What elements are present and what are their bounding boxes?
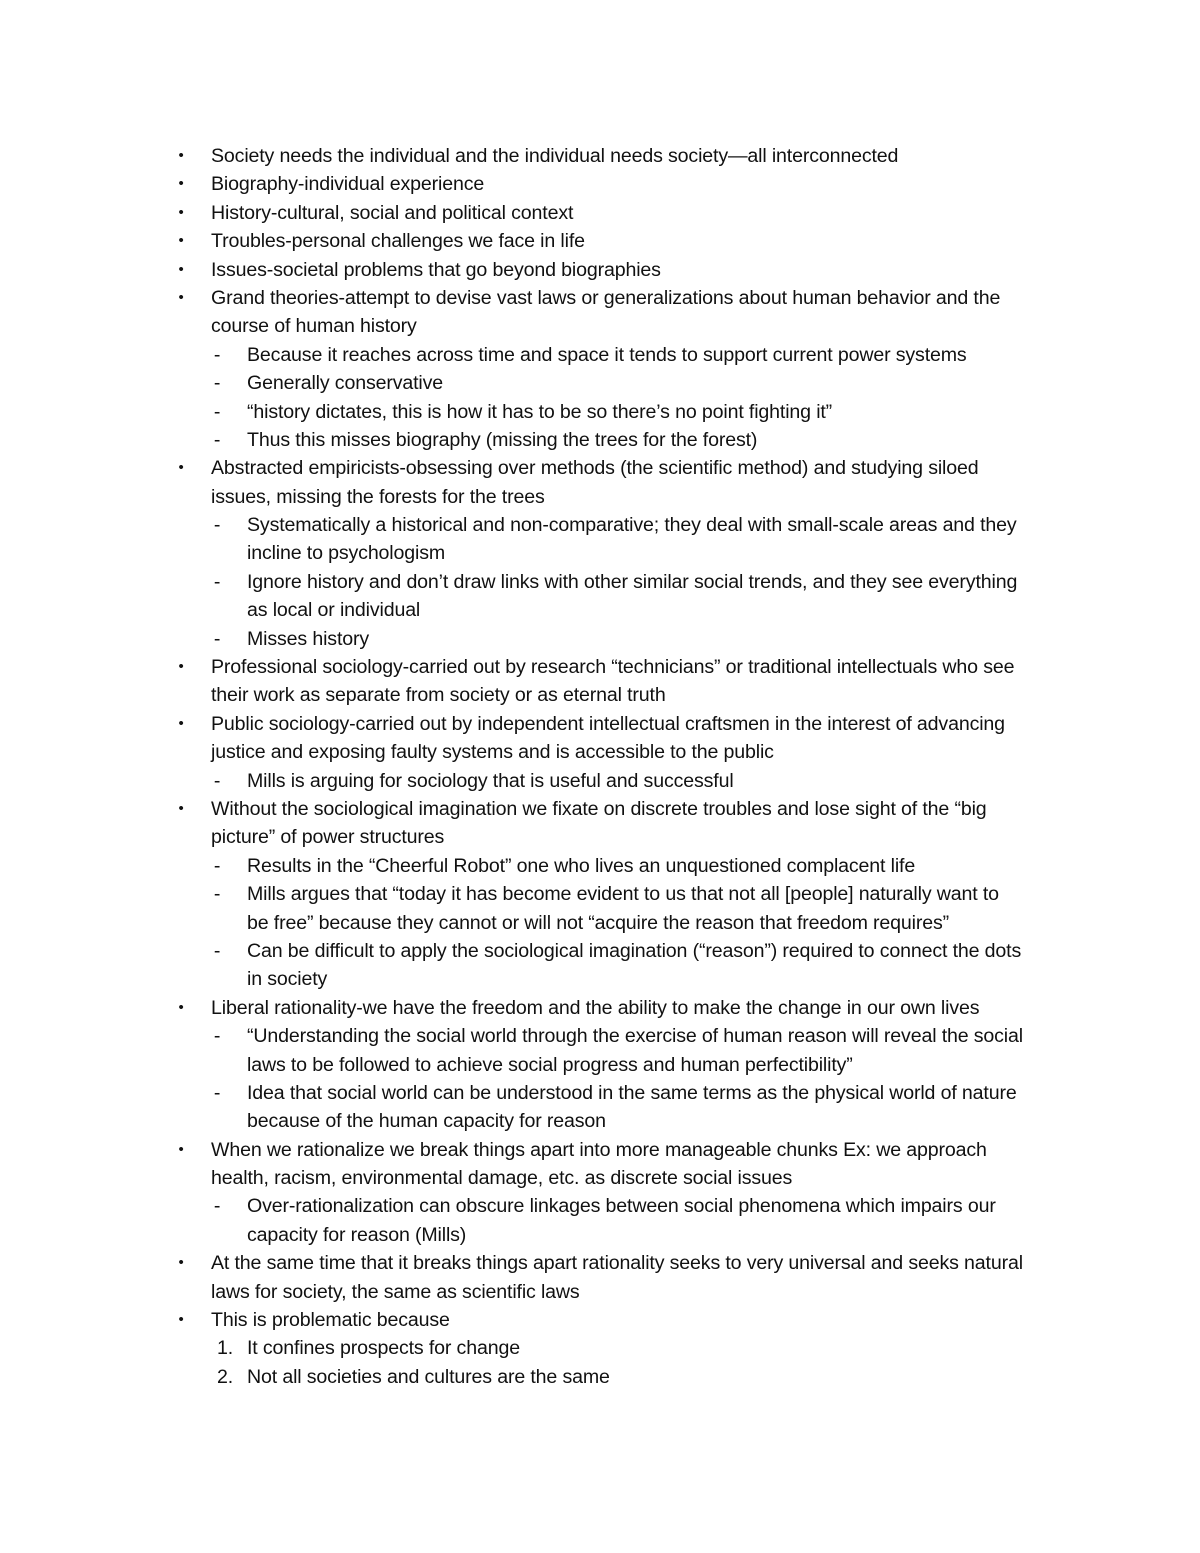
bullet-item <box>0 1249 1200 1277</box>
line-text: as local or individual <box>247 599 421 622</box>
dash-marker: - <box>213 1081 221 1104</box>
bullet-icon: • <box>178 1311 184 1329</box>
line-text: Thus this misses biography (missing the trees for the forest) <box>247 428 758 451</box>
dash-subitem <box>0 369 1200 397</box>
dash-subitem <box>0 937 1200 965</box>
subitem-continuation <box>0 1221 1200 1249</box>
line-text: At the same time that it breaks things apart rationality seeks to very universal and seeks natural <box>211 1252 1023 1275</box>
bullet-item <box>0 170 1200 198</box>
line-text: History-cultural, social and political context <box>211 201 574 224</box>
bullet-item <box>0 227 1200 255</box>
dash-subitem <box>0 625 1200 653</box>
line-text: Biography-individual experience <box>211 173 485 196</box>
dash-subitem <box>0 852 1200 880</box>
dash-subitem <box>0 880 1200 908</box>
subitem-continuation <box>0 909 1200 937</box>
line-text: Generally conservative <box>247 372 443 395</box>
line-text: “Understanding the social world through the exercise of human reason will reveal the social <box>247 1025 1023 1048</box>
bullet-continuation <box>0 1278 1200 1306</box>
list-number: 2. <box>216 1365 233 1388</box>
line-text: It confines prospects for change <box>247 1337 520 1360</box>
bullet-continuation <box>0 681 1200 709</box>
line-text: Professional sociology-carried out by research “technicians” or traditional intellectuals who see <box>211 656 1015 679</box>
dash-marker: - <box>213 854 221 877</box>
subitem-continuation <box>0 539 1200 567</box>
bullet-icon: • <box>178 147 184 164</box>
notes-list <box>0 142 1200 1391</box>
line-text: This is problematic because <box>211 1309 450 1332</box>
bullet-icon: • <box>178 459 184 477</box>
bullet-item <box>0 653 1200 681</box>
bullet-continuation <box>0 1164 1200 1192</box>
bullet-continuation <box>0 312 1200 340</box>
line-text: Society needs the individual and the individual needs society—all interconnected <box>211 145 899 167</box>
dash-marker: - <box>213 627 221 650</box>
bullet-icon: • <box>178 799 184 817</box>
dash-marker: - <box>213 514 221 537</box>
line-text: course of human history <box>211 315 417 338</box>
subitem-continuation <box>0 1107 1200 1135</box>
line-text: Misses history <box>247 627 370 650</box>
line-text: because of the human capacity for reason <box>247 1110 606 1133</box>
dash-subitem <box>0 767 1200 795</box>
line-text: issues, missing the forests for the trees <box>211 485 545 508</box>
bullet-item <box>0 454 1200 482</box>
bullet-icon: • <box>178 175 184 193</box>
dash-marker: - <box>213 883 221 906</box>
subitem-continuation <box>0 965 1200 993</box>
line-text: Idea that social world can be understood in the same terms as the physical world of nature <box>247 1081 1017 1104</box>
dash-subitem <box>0 1192 1200 1220</box>
line-text: Can be difficult to apply the sociological imagination (“reason”) required to connect the dots <box>247 939 1022 962</box>
dash-marker: - <box>213 1025 221 1048</box>
bullet-item <box>0 994 1200 1022</box>
line-text: Without the sociological imagination we fixate on discrete troubles and lose sight of the “big <box>211 797 987 820</box>
line-text: Because it reaches across time and space it tends to support current power systems <box>247 343 967 366</box>
dash-marker: - <box>213 570 221 593</box>
subitem-continuation <box>0 596 1200 624</box>
line-text: Grand theories-attempt to devise vast laws or generalizations about human behavior and the <box>211 286 1001 309</box>
bullet-icon: • <box>178 658 184 676</box>
bullet-item <box>0 1136 1200 1164</box>
dash-marker: - <box>213 372 221 395</box>
subitem-continuation <box>0 1051 1200 1079</box>
bullet-continuation <box>0 823 1200 851</box>
line-text: Mills is arguing for sociology that is useful and successful <box>247 769 734 792</box>
bullet-item <box>0 1306 1200 1334</box>
dash-subitem <box>0 426 1200 454</box>
dash-marker: - <box>213 400 221 423</box>
bullet-item <box>0 284 1200 312</box>
bullet-icon: • <box>178 260 184 278</box>
dash-marker: - <box>213 769 221 792</box>
bullet-continuation <box>0 483 1200 511</box>
line-text: laws to be followed to achieve social progress and human perfectibility” <box>247 1053 853 1076</box>
dash-subitem <box>0 1022 1200 1050</box>
bullet-icon: • <box>178 288 184 306</box>
line-text: capacity for reason (Mills) <box>247 1223 467 1246</box>
bullet-item <box>0 795 1200 823</box>
line-text: incline to psychologism <box>247 542 446 565</box>
dash-marker: - <box>213 428 221 451</box>
bullet-item <box>0 142 1200 170</box>
line-text: Abstracted empiricists-obsessing over methods (the scientific method) and studying siloed <box>211 457 979 480</box>
bullet-icon: • <box>178 998 184 1016</box>
line-text: Mills argues that “today it has become evident to us that not all [people] naturally want to <box>247 883 999 906</box>
line-text: Systematically a historical and non-comparative; they deal with small-scale areas and they <box>247 514 1017 537</box>
line-text: be free” because they cannot or will not “acquire the reason that freedom requires” <box>247 911 950 934</box>
dash-marker: - <box>213 939 221 962</box>
numbered-item <box>0 1334 1200 1362</box>
bullet-item <box>0 710 1200 738</box>
bullet-item <box>0 199 1200 227</box>
line-text: Ignore history and don’t draw links with other similar social trends, and they see everything <box>247 570 1018 593</box>
line-text: laws for society, the same as scientific laws <box>211 1280 580 1303</box>
line-text: justice and exposing faulty systems and is accessible to the public <box>211 741 774 764</box>
dash-subitem <box>0 511 1200 539</box>
bullet-continuation <box>0 738 1200 766</box>
dash-marker: - <box>213 1195 221 1218</box>
bullet-icon: • <box>178 232 184 250</box>
bullet-icon: • <box>178 714 184 732</box>
line-text: Troubles-personal challenges we face in life <box>211 230 585 253</box>
line-text: Public sociology-carried out by independent intellectual craftsmen in the interest of advancing <box>211 712 1005 735</box>
line-text: Liberal rationality-we have the freedom and the ability to make the change in our own lives <box>211 996 980 1019</box>
bullet-item <box>0 256 1200 284</box>
line-text: Issues-societal problems that go beyond biographies <box>211 258 661 281</box>
line-text: in society <box>247 968 328 991</box>
bullet-icon: • <box>178 1254 184 1272</box>
line-text: health, racism, environmental damage, etc. as discrete social issues <box>211 1167 793 1190</box>
line-text: “history dictates, this is how it has to be so there’s no point fighting it” <box>247 400 833 423</box>
line-text: Over-rationalization can obscure linkages between social phenomena which impairs our <box>247 1195 996 1218</box>
dash-subitem <box>0 341 1200 369</box>
dash-marker: - <box>213 343 221 366</box>
line-text: Results in the “Cheerful Robot” one who lives an unquestioned complacent life <box>247 854 916 877</box>
list-number: 1. <box>216 1337 233 1360</box>
line-text: their work as separate from society or as eternal truth <box>211 684 666 707</box>
dash-subitem <box>0 398 1200 426</box>
bullet-icon: • <box>178 203 184 221</box>
line-text: When we rationalize we break things apart into more manageable chunks Ex: we approach <box>211 1138 987 1161</box>
dash-subitem <box>0 1079 1200 1107</box>
line-text: picture” of power structures <box>211 826 445 849</box>
line-text: Not all societies and cultures are the same <box>247 1365 610 1388</box>
bullet-icon: • <box>178 1140 184 1158</box>
numbered-item <box>0 1363 1200 1391</box>
dash-subitem <box>0 568 1200 596</box>
